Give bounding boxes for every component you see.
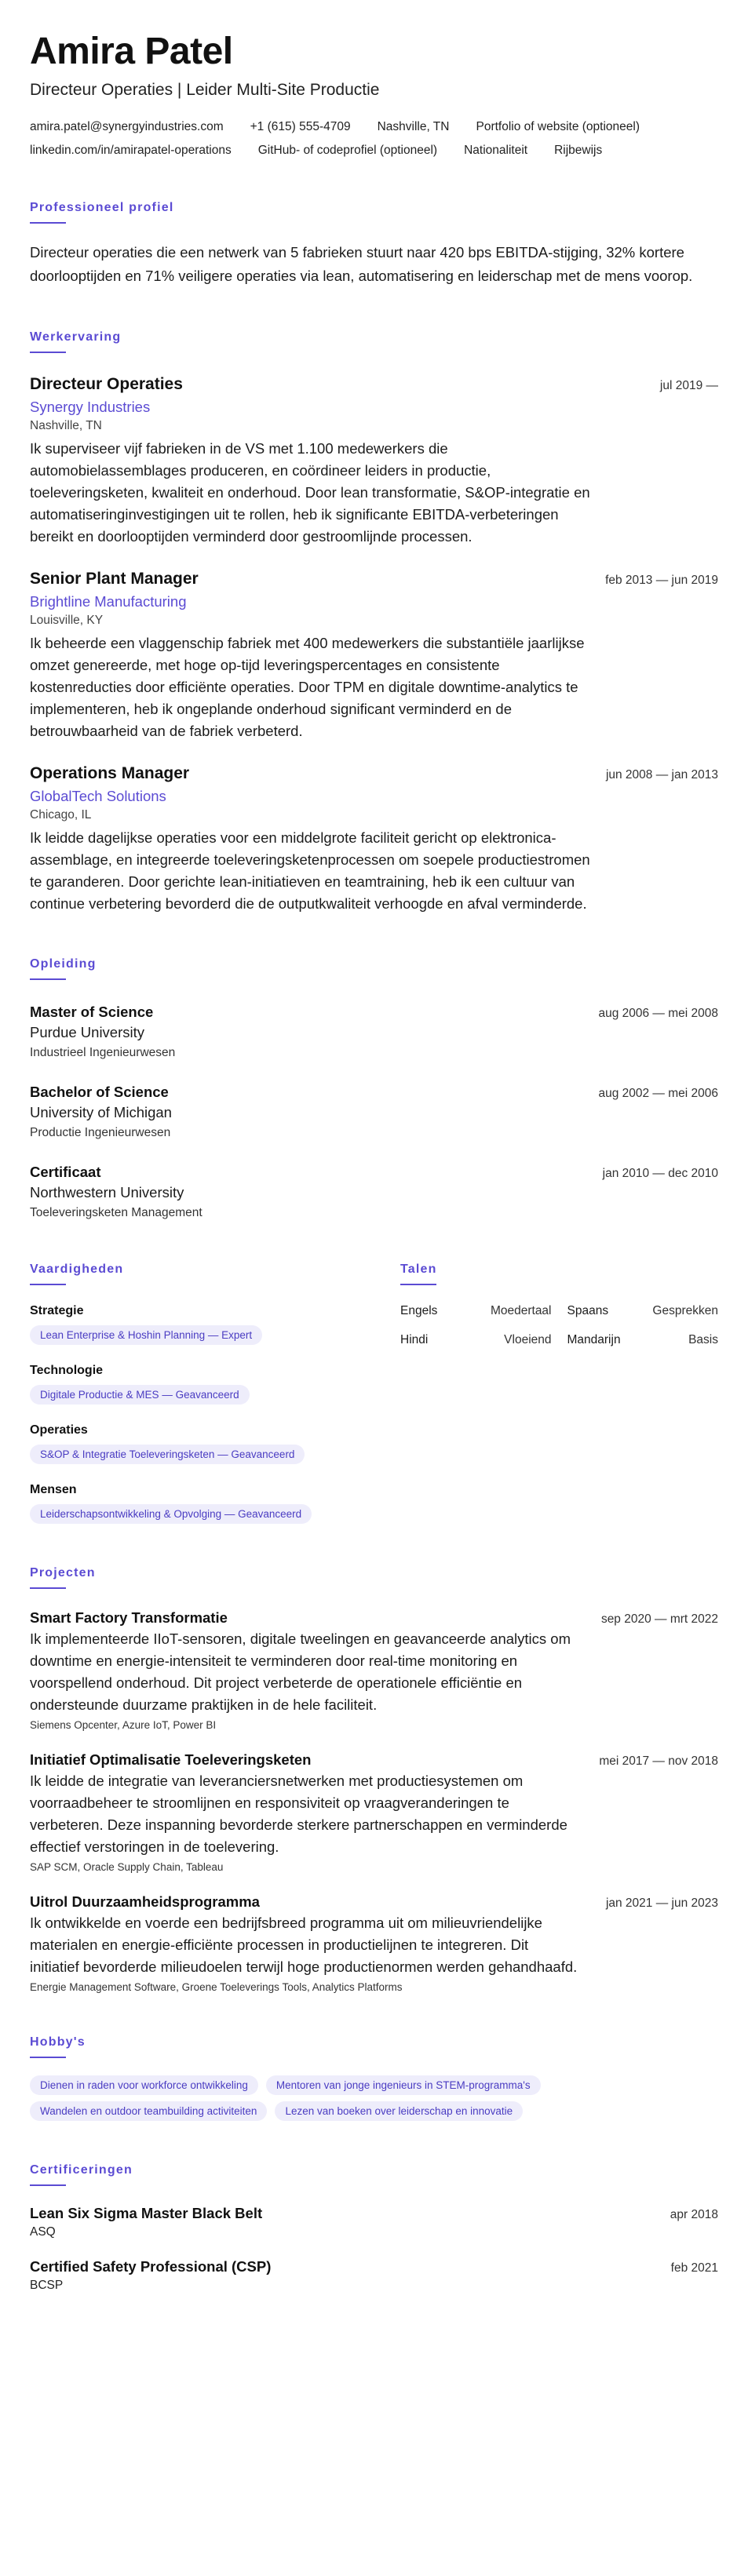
language-level: Gesprekken [652, 1304, 718, 1317]
job-company: Brightline Manufacturing [30, 593, 187, 610]
section-title: Professioneel profiel [30, 201, 174, 214]
job-description: Ik beheerde een vlaggenschip fabriek met 400 medewerkers die substantiële jaarlijkse omzet genereerde, met hoge op-tijd leveringspercentages en consistente kostenreducties door efficiënte operaties. Door TPM en digitale downtime-analytics te implementeren, heb ik ongeplande onderhoud significant verminderd en de betrouwbaarheid van de fabriek verbeterd. [30, 635, 585, 739]
contact-email[interactable]: amira.patel@synergyindustries.com [30, 120, 224, 133]
job-title: Senior Plant Manager [30, 570, 199, 588]
section-title: Opleiding [30, 957, 97, 971]
contact-drivers-license: Rijbewijs [554, 144, 603, 157]
section-title: Vaardigheden [30, 1262, 124, 1276]
language-item [400, 1333, 552, 1347]
certification-name: Lean Six Sigma Master Black Belt [30, 2205, 263, 2221]
profile-summary: Directeur operaties die een netwerk van 5 fabrieken stuurt naar 420 bps EBITDA-stijging, 32% kortere doorlooptijden en 71% veiligere operaties via lean, automatisering en leiderschap met de mens voorop. [30, 244, 693, 284]
section-title: Hobby's [30, 2035, 86, 2049]
contact-nationality: Nationaliteit [464, 144, 528, 157]
skill-group [30, 1483, 372, 1524]
education-section [30, 957, 718, 1220]
contact-portfolio[interactable]: Portfolio of website (optioneel) [476, 120, 640, 133]
certifications-section [30, 2163, 718, 2293]
certification-entry [30, 2205, 718, 2239]
project-dates: jan 2021 — jun 2023 [605, 1896, 718, 1910]
skill-tag: Leiderschapsontwikkeling & Opvolging — Geavanceerd [30, 1504, 312, 1524]
language-level: Vloeiend [504, 1333, 552, 1346]
job-dates: feb 2013 — jun 2019 [605, 574, 718, 587]
education-entry [30, 1084, 718, 1140]
resume-header [30, 30, 718, 158]
education-dates: aug 2002 — mei 2006 [598, 1087, 718, 1100]
section-divider [30, 1284, 66, 1285]
education-field: Productie Ingenieurwesen [30, 1126, 171, 1139]
project-name: Smart Factory Transformatie [30, 1609, 228, 1626]
contact-info [30, 119, 718, 158]
job-dates: jul 2019 — [659, 379, 718, 392]
hobby-tag: Wandelen en outdoor teambuilding activiteiten [30, 2101, 267, 2121]
education-dates: jan 2010 — dec 2010 [602, 1167, 718, 1180]
hobbies-section [30, 2035, 718, 2121]
job-location: Nashville, TN [30, 419, 102, 432]
project-entry [30, 1893, 718, 1993]
project-description: Ik implementeerde IIoT-sensoren, digitale tweelingen en geavanceerde analytics om downtime en energie-intensiteit te verminderen door real-time monitoring en voorspellend onderhoud. Dit project verbeterde de operationele efficiëntie en ondersteunde duurzame praktijken in de hele faciliteit. [30, 1630, 571, 1713]
project-entry [30, 1751, 718, 1873]
skills-languages-row [30, 1262, 718, 1524]
section-divider [30, 1587, 66, 1589]
education-field: Toeleveringsketen Management [30, 1206, 203, 1219]
education-entry [30, 1004, 718, 1060]
language-name: Hindi [400, 1333, 429, 1346]
skills-section [30, 1262, 372, 1524]
skill-group [30, 1423, 372, 1464]
job-dates: jun 2008 — jan 2013 [605, 768, 718, 782]
certification-name: Certified Safety Professional (CSP) [30, 2258, 272, 2275]
candidate-name: Amira Patel [30, 31, 233, 72]
job-company: Synergy Industries [30, 399, 151, 415]
skill-category: Strategie [30, 1304, 84, 1317]
hobby-tag: Mentoren van jonge ingenieurs in STEM-programma's [266, 2075, 541, 2095]
job-title: Operations Manager [30, 764, 190, 782]
language-item [567, 1333, 719, 1347]
contact-github[interactable]: GitHub- of codeprofiel (optioneel) [257, 144, 438, 157]
section-title: Projecten [30, 1566, 96, 1579]
certification-issuer: ASQ [30, 2225, 56, 2239]
certification-issuer: BCSP [30, 2279, 64, 2292]
certification-entry [30, 2258, 718, 2293]
job-location: Louisville, KY [30, 614, 104, 627]
job-company: GlobalTech Solutions [30, 788, 166, 804]
education-degree: Master of Science [30, 1004, 154, 1020]
skill-tag: S&OP & Integratie Toeleveringsketen — Geavanceerd [30, 1445, 305, 1464]
job-entry [30, 764, 718, 915]
education-dates: aug 2006 — mei 2008 [598, 1007, 718, 1020]
skill-group [30, 1304, 372, 1345]
section-title: Certificeringen [30, 2163, 133, 2177]
project-technologies: Siemens Opcenter, Azure IoT, Power BI [30, 1719, 217, 1731]
education-entry [30, 1164, 718, 1220]
project-dates: sep 2020 — mrt 2022 [600, 1612, 718, 1626]
section-divider [30, 978, 66, 980]
candidate-title: Directeur Operaties | Leider Multi-Site Productie [30, 81, 380, 99]
section-divider [30, 352, 66, 353]
skill-group [30, 1364, 372, 1405]
project-entry [30, 1609, 718, 1731]
language-item [567, 1304, 719, 1318]
language-name: Engels [400, 1304, 438, 1317]
hobby-list [30, 2075, 626, 2121]
job-description: Ik superviseer vijf fabrieken in de VS met 1.100 medewerkers die automobielassemblages produceren, en coördineer leiders in productie, toeleveringsketen, kwaliteit en onderhoud. Door lean transformatie, S&OP-integratie en automatiseringinvestigingen uit te rollen, heb ik significante EBITDA-verbeteringen bereikt en doorlooptijden verminderd door gestroomlijnde processen. [30, 440, 590, 545]
experience-section [30, 330, 718, 915]
language-level: Basis [688, 1333, 718, 1346]
section-divider [30, 2057, 66, 2058]
project-description: Ik leidde de integratie van leveranciersnetwerken met productiesystemen om voorraadbeheer te stroomlijnen en responsiviteit op vraagveranderingen te verbeteren. Deze inspanning bevorderde sterkere partnerschappen en verminderde effectief verstoringen in de toelevering. [30, 1773, 567, 1855]
job-location: Chicago, IL [30, 808, 92, 822]
project-dates: mei 2017 — nov 2018 [599, 1754, 718, 1768]
contact-location: Nashville, TN [377, 120, 450, 133]
job-description: Ik leidde dagelijkse operaties voor een middelgrote faciliteit gericht op elektronica-assemblage, en integreerde toeleveringsketenprocessen om soepele productiestromen te garanderen. Door gerichte lean-initiatieven en teamtraining, heb ik een cultuur van continue verbetering bevorderd die de outputkwaliteit verhoogde en afval verminderde. [30, 829, 590, 912]
language-level: Moedertaal [490, 1304, 552, 1317]
language-item [400, 1304, 552, 1318]
certification-date: apr 2018 [670, 2208, 718, 2221]
language-name: Mandarijn [567, 1333, 621, 1346]
profile-section [30, 201, 718, 288]
project-description: Ik ontwikkelde en voerde een bedrijfsbreed programma uit om milieuvriendelijke materialen en energie-efficiënte processen in productielijnen te integreren. Dit initiatief bevorderde milieudoelen terwijl hoge productienormen werden gehandhaafd. [30, 1915, 578, 1975]
job-entry [30, 570, 718, 742]
language-name: Spaans [567, 1304, 609, 1317]
education-school: University of Michigan [30, 1104, 172, 1120]
skill-category: Technologie [30, 1364, 104, 1377]
education-school: Northwestern University [30, 1184, 184, 1201]
hobby-tag: Dienen in raden voor workforce ontwikkeling [30, 2075, 258, 2095]
job-title: Directeur Operaties [30, 375, 183, 393]
education-degree: Certificaat [30, 1164, 101, 1180]
section-title: Werkervaring [30, 330, 122, 344]
skill-tag: Digitale Productie & MES — Geavanceerd [30, 1385, 250, 1405]
section-divider [30, 222, 66, 224]
project-name: Uitrol Duurzaamheidsprogramma [30, 1893, 260, 1910]
skill-tag: Lean Enterprise & Hoshin Planning — Expert [30, 1325, 262, 1345]
section-divider [30, 2184, 66, 2186]
language-list [400, 1304, 718, 1347]
languages-section [400, 1262, 718, 1524]
projects-section [30, 1566, 718, 1993]
certification-date: feb 2021 [670, 2261, 718, 2275]
contact-linkedin[interactable]: linkedin.com/in/amirapatel-operations [30, 144, 232, 157]
education-school: Purdue University [30, 1024, 145, 1040]
education-degree: Bachelor of Science [30, 1084, 169, 1100]
skill-category: Operaties [30, 1423, 88, 1437]
project-technologies: Energie Management Software, Groene Toeleverings Tools, Analytics Platforms [30, 1981, 403, 1993]
project-technologies: SAP SCM, Oracle Supply Chain, Tableau [30, 1861, 224, 1873]
section-title: Talen [400, 1262, 437, 1276]
project-name: Initiatief Optimalisatie Toeleveringsketen [30, 1751, 312, 1768]
contact-phone[interactable]: +1 (615) 555-4709 [250, 120, 351, 133]
education-field: Industrieel Ingenieurwesen [30, 1046, 176, 1059]
skill-category: Mensen [30, 1483, 77, 1496]
section-divider [400, 1284, 436, 1285]
hobby-tag: Lezen van boeken over leiderschap en innovatie [275, 2101, 523, 2121]
job-entry [30, 375, 718, 548]
